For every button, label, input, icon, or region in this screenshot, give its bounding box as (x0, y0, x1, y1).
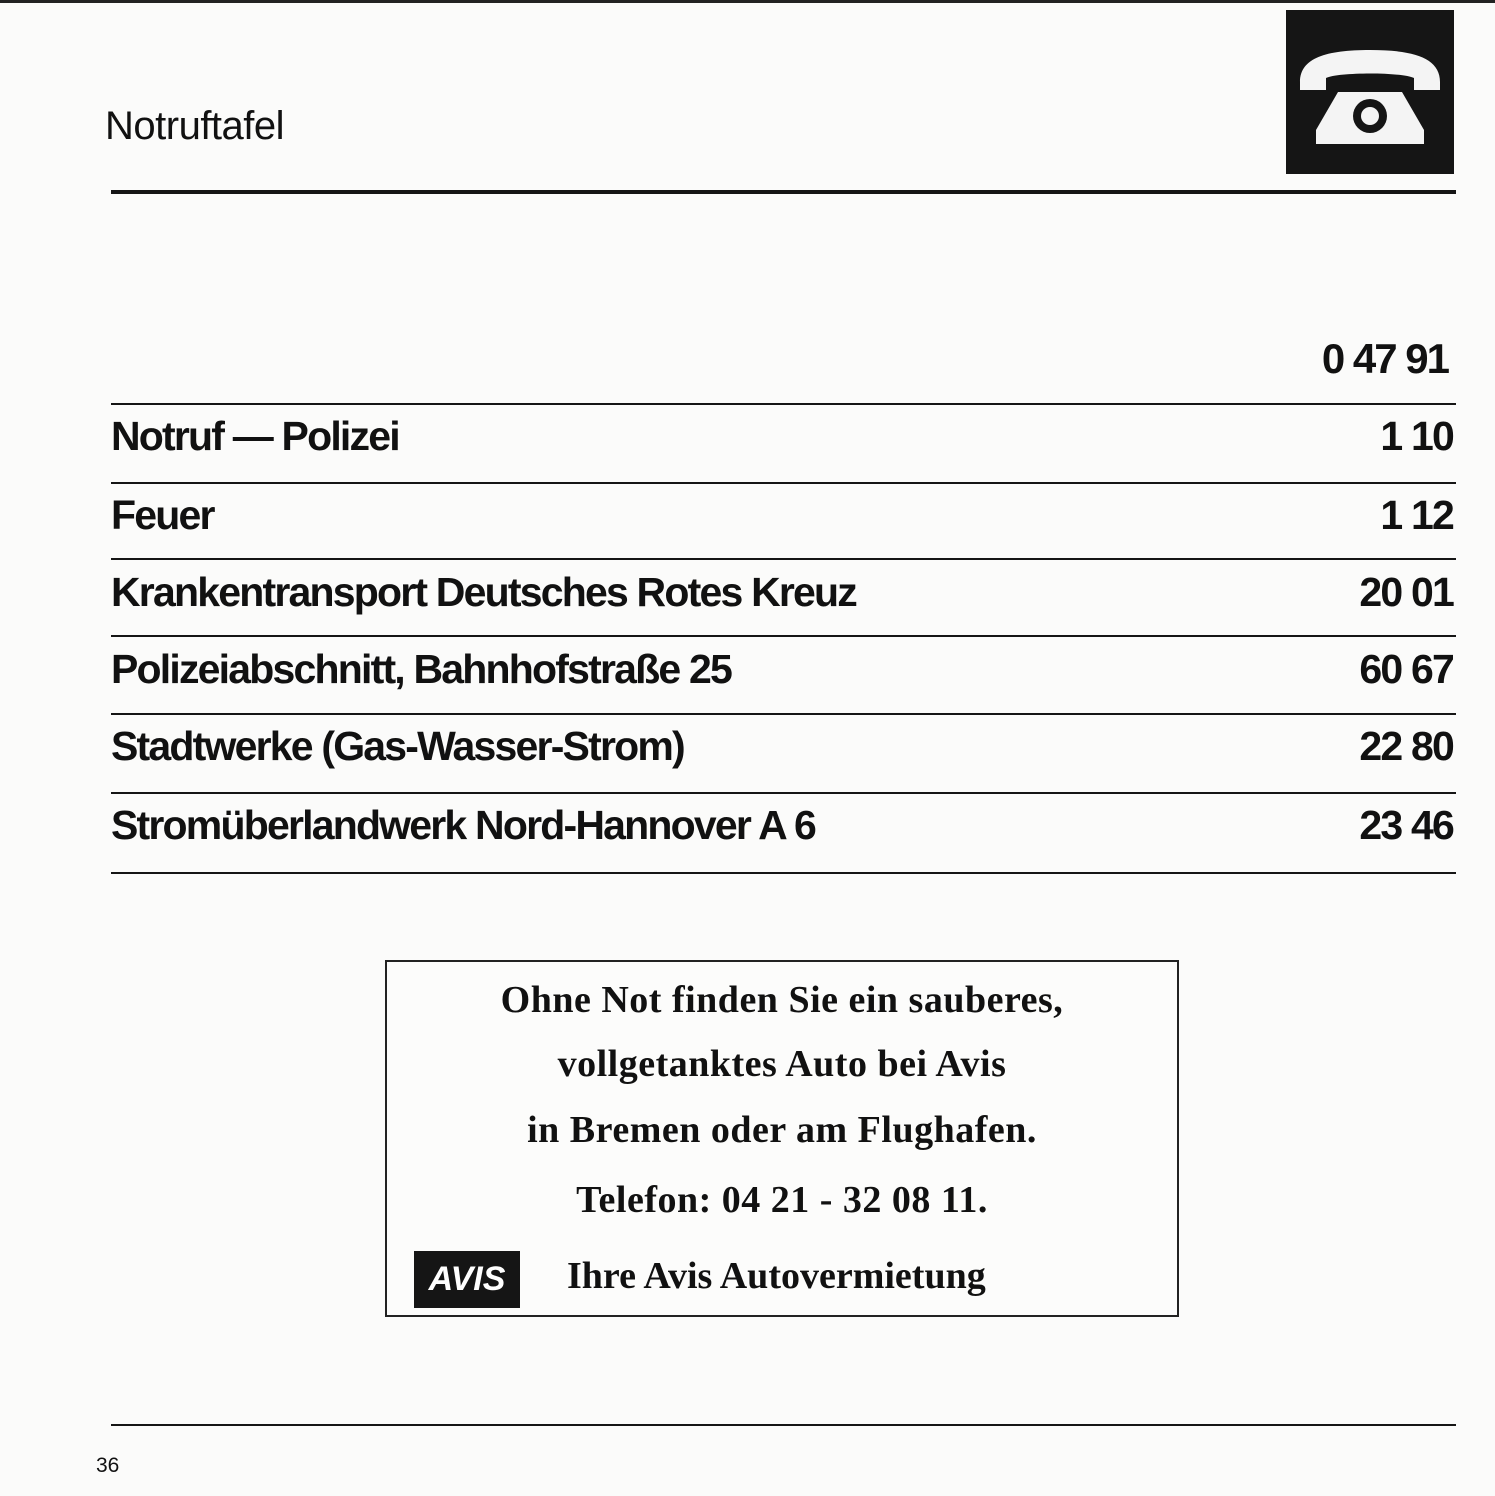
entry-name: Stromüberlandwerk Nord-Hannover A 6 (111, 801, 815, 848)
entry-name: Krankentransport Deutsches Rotes Kreuz (111, 568, 856, 615)
entry-number: 1 10 (1380, 412, 1453, 459)
emergency-row-fire (111, 489, 1453, 541)
row-divider (111, 872, 1456, 874)
ad-phone: Telefon: 04 21 - 32 08 11. (576, 1179, 988, 1221)
entry-number: 23 46 (1359, 801, 1453, 848)
entry-name: Stadtwerke (Gas-Wasser-Strom) (111, 722, 684, 769)
ad-tagline: Ihre Avis Autovermietung (567, 1255, 986, 1297)
row-divider (111, 713, 1456, 715)
entry-name: Feuer (111, 491, 214, 538)
emergency-row-utilities (111, 720, 1453, 772)
ad-line: in Bremen oder am Flughafen. (527, 1109, 1037, 1151)
area-code: 0 47 91 (1321, 335, 1448, 382)
avis-advertisement (385, 960, 1179, 1317)
entry-number: 22 80 (1359, 722, 1453, 769)
emergency-row-police (111, 410, 1453, 462)
footer-divider (111, 1424, 1456, 1426)
ad-line: Ohne Not finden Sie ein sauberes, (500, 979, 1064, 1021)
entry-number: 20 01 (1359, 568, 1453, 615)
entry-number: 1 12 (1380, 491, 1453, 538)
telephone-icon (1286, 10, 1454, 174)
row-divider (111, 482, 1456, 484)
emergency-row-power-company (111, 799, 1453, 851)
page-number: 36 (96, 1454, 120, 1477)
entry-name: Notruf — Polizei (111, 412, 399, 459)
row-divider (111, 635, 1456, 637)
row-divider (111, 792, 1456, 794)
row-divider (111, 558, 1456, 560)
top-edge-line (0, 0, 1495, 3)
ad-line: vollgetanktes Auto bei Avis (557, 1043, 1007, 1085)
avis-logo: AVIS (414, 1251, 520, 1308)
emergency-row-police-station (111, 643, 1453, 695)
header-divider (111, 190, 1456, 194)
row-divider (111, 403, 1456, 405)
entry-name: Polizeiabschnitt, Bahnhofstraße 25 (111, 645, 731, 692)
emergency-row-ambulance (111, 566, 1453, 618)
entry-number: 60 67 (1359, 645, 1453, 692)
page-title: Notruftafel (105, 104, 285, 148)
